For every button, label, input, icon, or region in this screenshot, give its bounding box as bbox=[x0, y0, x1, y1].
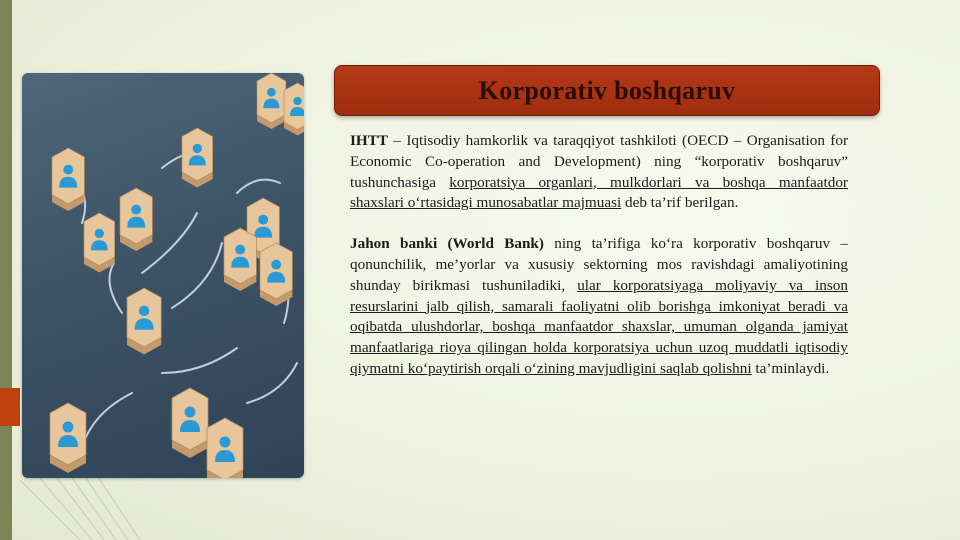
network-illustration bbox=[22, 73, 304, 478]
paragraph-world-bank bbox=[350, 234, 848, 380]
world-bank-definition: ular korporatsiyaga moliyaviy va inson resurslarini jalb qilish, samarali faoliyatni olib borishga imkoniyat beradi va oqibatda ulushdorlar, boshqa manfaatdor shaxslar, umuman olganda jamiyat manfaatlariga rioya qilingan holda korporatsiya uchun uzoq muddatli iqtisodiy qiymatni ko‘paytirish orqali o‘zining mavjudligini saqlab qolishni bbox=[350, 276, 848, 377]
paragraph-oecd bbox=[350, 131, 848, 214]
world-bank-lead: Jahon banki (World Bank) bbox=[350, 235, 544, 253]
body-text bbox=[350, 131, 848, 380]
network-hexagons-people-icon bbox=[22, 73, 304, 478]
oecd-text-b: deb ta’rif berilgan. bbox=[621, 194, 739, 212]
oecd-definition: korporatsiya organlari, mulkdorlari va boshqa manfaatdor shaxslari o‘rtasidagi munosabatlar majmuasi bbox=[350, 173, 848, 212]
oecd-text-a: – Iqtisodiy hamkorlik va taraqqiyot tashkiloti (OECD – Organisation for Economic Co-operation and Development) ning “korporativ boshqaruv” tushunchasiga bbox=[350, 132, 848, 191]
world-bank-text-b: ta’minlaydi. bbox=[751, 359, 830, 377]
title-banner bbox=[334, 65, 880, 116]
world-bank-text-a: ning ta’rifiga ko‘ra korporativ boshqaruv – qonunchilik, me’yorlar va xususiy sektorning mos ravishdagi amaliyotining shunday birikmasi tushuniladiki, bbox=[350, 235, 848, 294]
page-title: Korporativ boshqaruv bbox=[478, 75, 736, 105]
oecd-lead: IHTT bbox=[350, 132, 388, 149]
